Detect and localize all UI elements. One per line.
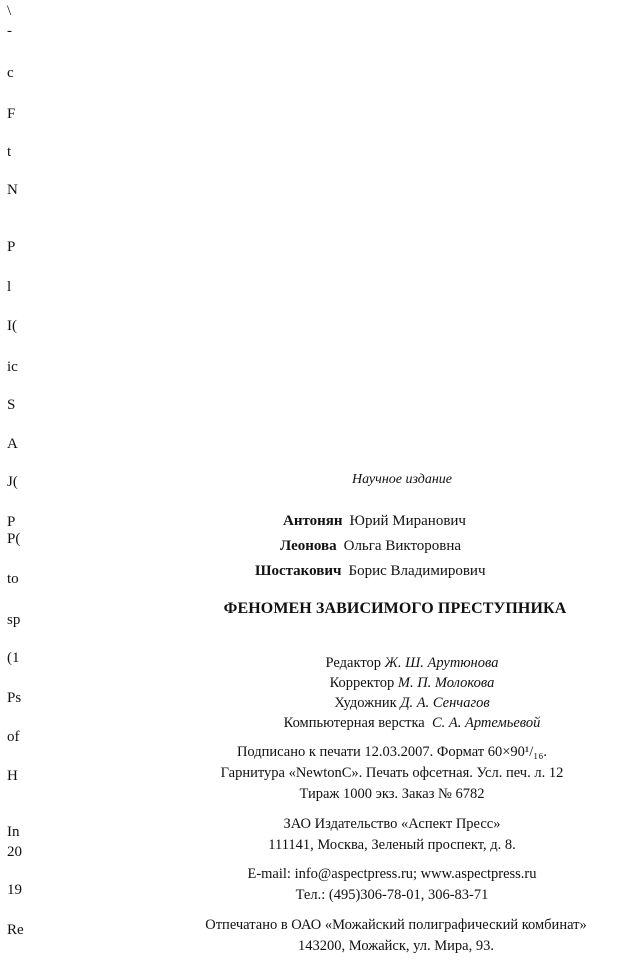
author-surname: Шостакович <box>255 563 342 579</box>
margin-fragment: c <box>7 65 14 81</box>
margin-fragment: \ <box>7 3 12 19</box>
printer-line: Отпечатано в ОАО «Можайский полиграфический комбинат» <box>205 917 587 933</box>
contact-line: E-mail: info@aspectpress.ru; www.aspectpress.ru <box>247 866 537 882</box>
credit-name: Ж. Ш. Арутюнова <box>384 655 499 671</box>
credit-name: С. А. Артемьевой <box>431 715 541 731</box>
book-title: ФЕНОМЕН ЗАВИСИМОГО ПРЕСТУПНИКА <box>223 600 567 617</box>
margin-fragment: N <box>7 182 18 198</box>
author-line <box>283 513 466 530</box>
margin-fragment: 20 <box>7 844 22 860</box>
margin-fragment: J( <box>7 474 18 490</box>
credit-name: Д. А. Сенчагов <box>400 695 490 711</box>
margin-fragment: to <box>7 571 19 587</box>
margin-fragment: sp <box>7 612 21 628</box>
author-surname: Антонян <box>283 513 343 529</box>
author-given-name: Юрий Миранович <box>349 513 466 529</box>
margin-fragment: l <box>7 279 12 295</box>
credit-role: Компьютерная верстка <box>283 715 425 731</box>
margin-fragment: Ps <box>7 690 22 706</box>
printer-line: 143200, Можайск, ул. Мира, 93. <box>298 938 494 954</box>
publication-type: Научное издание <box>352 472 452 487</box>
credit-line <box>102 695 620 712</box>
author-line <box>255 563 486 580</box>
margin-fragment: P( <box>7 531 21 547</box>
margin-fragment: 19 <box>7 882 22 898</box>
margin-fragment: S <box>7 397 16 413</box>
author-line <box>280 538 461 555</box>
margin-fragment: I( <box>7 318 17 334</box>
author-given-name: Ольга Викторовна <box>343 538 462 554</box>
margin-fragment: (1 <box>7 650 20 666</box>
credit-name: М. П. Молокова <box>397 675 495 691</box>
margin-fragment: t <box>7 144 12 160</box>
publisher-line: 111141, Москва, Зеленый проспект, д. 8. <box>268 837 516 853</box>
print-info-line: Тираж 1000 экз. Заказ № 6782 <box>299 786 485 802</box>
print-info-line: Гарнитура «NewtonC». Печать офсетная. Усл. печ. л. 12 <box>220 765 564 781</box>
credit-role: Корректор <box>329 675 395 691</box>
credit-role: Редактор <box>325 655 381 671</box>
margin-fragment: of <box>7 729 20 745</box>
credit-line <box>102 655 620 672</box>
credit-line <box>102 675 620 692</box>
margin-fragment: Re <box>7 922 24 938</box>
contact-line: Тел.: (495)306-78-01, 306-83-71 <box>295 887 489 903</box>
margin-fragment: In <box>7 824 20 840</box>
credit-role: Художник <box>334 695 397 711</box>
author-surname: Леонова <box>280 538 337 554</box>
credit-line <box>102 715 620 732</box>
margin-fragment: P <box>7 514 16 530</box>
publisher-line: ЗАО Издательство «Аспект Пресс» <box>283 816 501 832</box>
author-given-name: Борис Владимирович <box>348 563 486 579</box>
margin-fragment: H <box>7 768 18 784</box>
margin-fragment: F <box>7 106 16 122</box>
margin-fragment: ic <box>7 359 18 375</box>
margin-fragment: A <box>7 436 18 452</box>
margin-fragment: P <box>7 239 16 255</box>
margin-fragment: - <box>7 23 12 39</box>
print-info-line: Подписано к печати 12.03.2007. Формат 60×90¹/₁₆. <box>236 744 548 760</box>
